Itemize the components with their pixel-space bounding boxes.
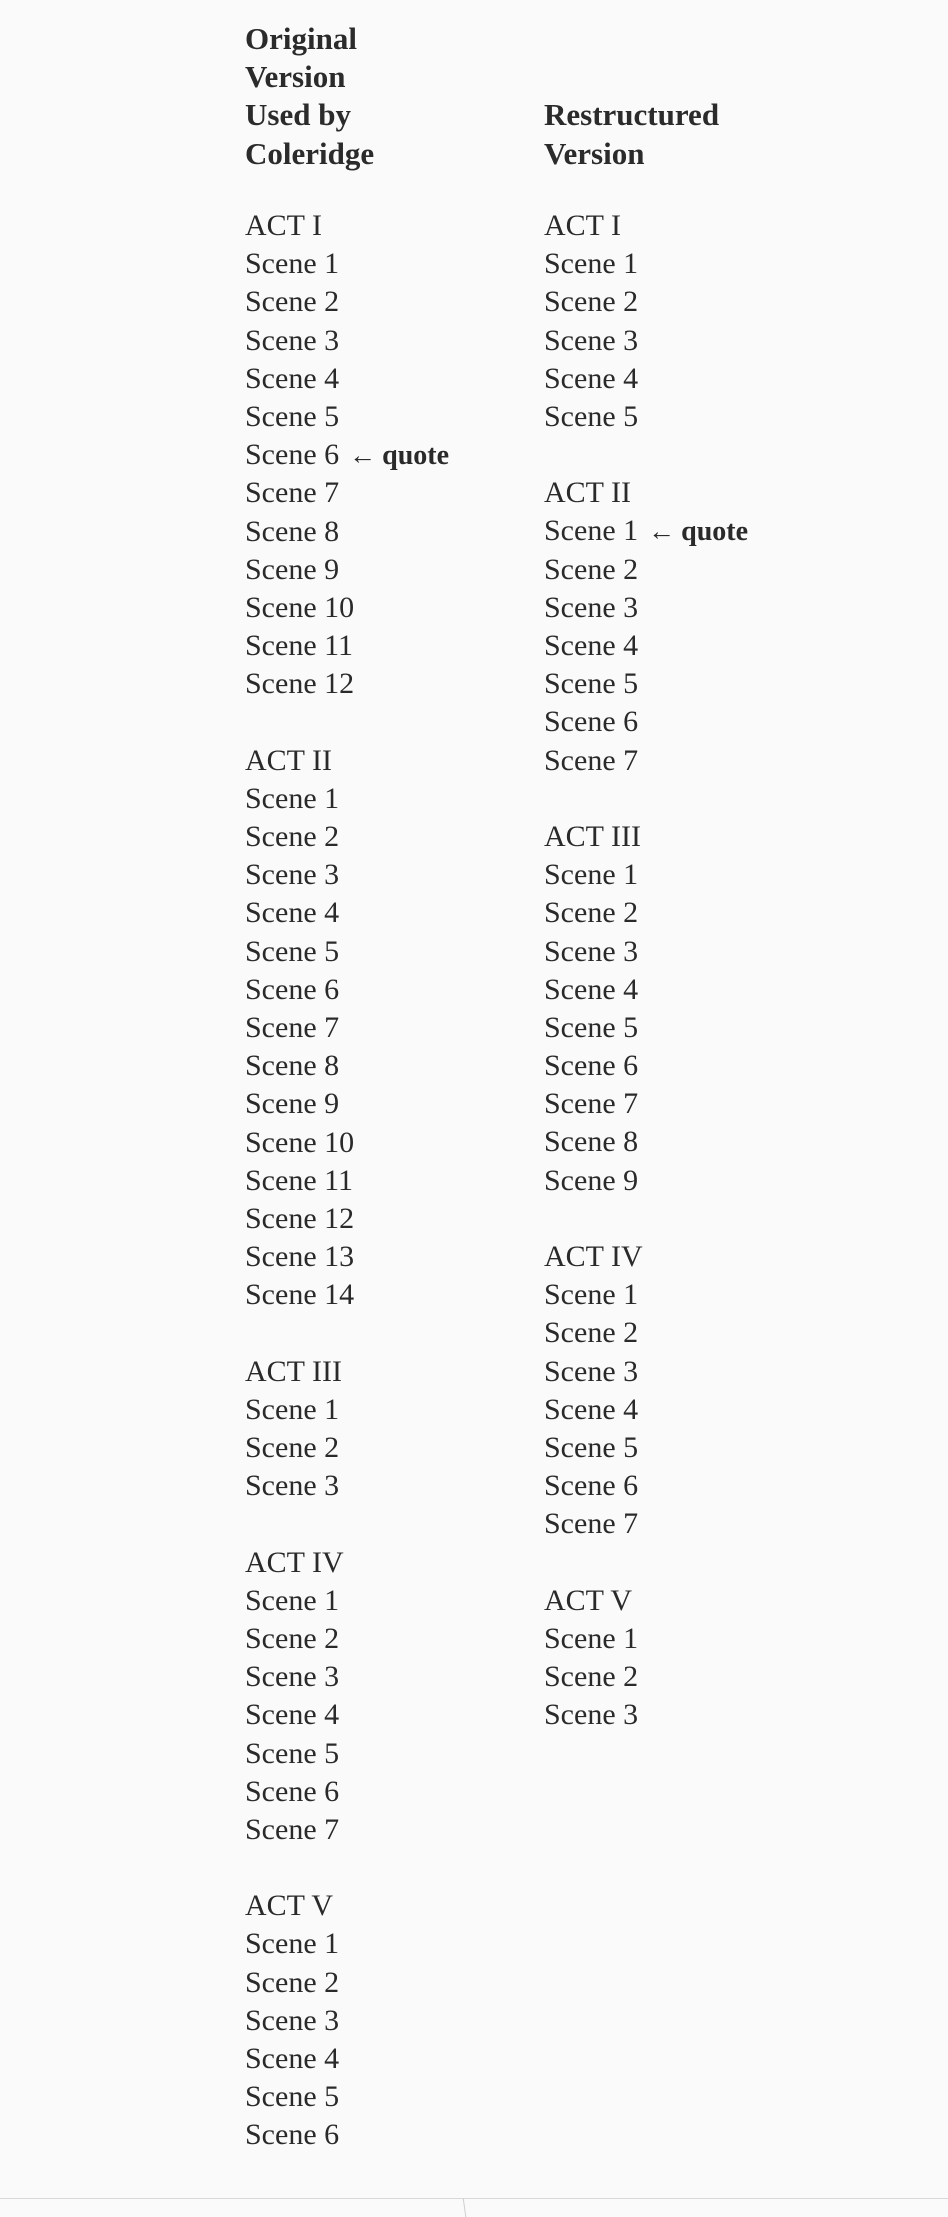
scene-label: Scene 2 bbox=[544, 285, 639, 319]
scene-entry bbox=[245, 2002, 535, 2040]
scene-label: Scene 5 bbox=[245, 2080, 340, 2114]
scene-entry bbox=[245, 1085, 535, 1123]
act-heading bbox=[245, 1353, 535, 1391]
left-arrow-icon: ← bbox=[349, 440, 377, 471]
scene-entry bbox=[544, 1620, 864, 1658]
scene-label: Scene 3 bbox=[544, 1354, 639, 1388]
scene-label: Scene 3 bbox=[245, 1469, 340, 1503]
scene-label: Scene 3 bbox=[544, 590, 639, 624]
scene-entry bbox=[245, 474, 535, 512]
scene-label: Scene 4 bbox=[245, 361, 340, 395]
scene-entry bbox=[544, 1085, 864, 1123]
scene-label: Scene 3 bbox=[245, 323, 340, 357]
scene-entry bbox=[544, 627, 864, 665]
scene-entry bbox=[245, 1964, 535, 2002]
scene-label: Scene 13 bbox=[245, 1240, 355, 1274]
scene-label: Scene 10 bbox=[245, 590, 355, 624]
scene-label: Scene 4 bbox=[544, 361, 639, 395]
scene-entry bbox=[245, 1658, 535, 1696]
scene-label: Scene 1 bbox=[544, 514, 639, 548]
scene-entry bbox=[245, 971, 535, 1009]
scene-label: Scene 4 bbox=[544, 1392, 639, 1426]
scene-label: Scene 2 bbox=[245, 1431, 340, 1464]
scene-label: Scene 5 bbox=[245, 934, 340, 968]
scene-entry bbox=[245, 1467, 535, 1505]
blank-line bbox=[544, 1544, 864, 1582]
page-edge-divider bbox=[0, 2198, 948, 2199]
restructured-version-heading bbox=[544, 20, 864, 173]
scene-entry bbox=[544, 322, 864, 360]
blank-line bbox=[245, 1849, 535, 1887]
scene-entry bbox=[544, 1123, 864, 1161]
scene-entry bbox=[544, 1047, 864, 1085]
scene-label: Scene 6 bbox=[245, 1774, 340, 1808]
scene-label: Scene 2 bbox=[544, 1660, 639, 1694]
scene-entry bbox=[245, 2116, 535, 2154]
scene-label: Scene 11 bbox=[245, 1163, 354, 1197]
scene-label: Scene 2 bbox=[544, 552, 639, 586]
act-label: ACT I bbox=[245, 209, 322, 242]
scene-label: Scene 8 bbox=[544, 1125, 639, 1159]
scene-label: Scene 7 bbox=[544, 1087, 639, 1121]
scene-entry bbox=[544, 245, 864, 283]
scene-entry bbox=[245, 1276, 535, 1314]
act-heading bbox=[544, 474, 864, 512]
scene-label: Scene 6 bbox=[544, 705, 639, 739]
scene-label: Scene 1 bbox=[245, 1392, 340, 1426]
scene-entry bbox=[245, 780, 535, 818]
scene-label: Scene 7 bbox=[544, 743, 639, 777]
scene-entry bbox=[245, 2040, 535, 2078]
scene-entry bbox=[245, 1429, 535, 1467]
left-arrow-icon: ← bbox=[648, 516, 676, 547]
heading-line: Coleridge bbox=[245, 135, 375, 171]
scene-label: Scene 5 bbox=[544, 1010, 639, 1044]
restructured-version-column bbox=[544, 20, 864, 1734]
scene-entry bbox=[544, 1658, 864, 1696]
original-version-outline bbox=[245, 207, 535, 2155]
scene-entry bbox=[544, 398, 864, 436]
act-label: ACT V bbox=[544, 1583, 633, 1617]
scene-label: Scene 9 bbox=[544, 1163, 639, 1197]
scene-label: Scene 7 bbox=[544, 1507, 639, 1541]
scene-entry bbox=[245, 1925, 535, 1963]
scene-label: Scene 5 bbox=[245, 1736, 340, 1770]
act-label: ACT IV bbox=[544, 1240, 643, 1274]
blank-line bbox=[544, 780, 864, 818]
blank-line bbox=[245, 1314, 535, 1352]
act-label: ACT II bbox=[245, 743, 332, 777]
scene-label: Scene 3 bbox=[245, 858, 340, 892]
act-heading bbox=[544, 818, 864, 856]
act-label: ACT III bbox=[544, 819, 641, 853]
scene-entry bbox=[245, 283, 535, 321]
scene-label: Scene 3 bbox=[544, 934, 639, 968]
original-version-column bbox=[245, 20, 535, 2155]
scene-label: Scene 2 bbox=[544, 1316, 639, 1350]
scene-entry bbox=[544, 933, 864, 971]
scene-label: Scene 1 bbox=[544, 1278, 639, 1312]
scene-label: Scene 6 bbox=[544, 1049, 639, 1083]
scene-entry bbox=[245, 1773, 535, 1811]
scene-label: Scene 1 bbox=[245, 781, 340, 815]
scene-label: Scene 10 bbox=[245, 1125, 355, 1159]
scene-label: Scene 2 bbox=[245, 285, 340, 319]
scene-label: Scene 6 bbox=[245, 438, 340, 472]
scene-entry bbox=[544, 1467, 864, 1505]
scene-entry bbox=[544, 1353, 864, 1391]
scene-entry bbox=[245, 2078, 535, 2116]
scene-entry bbox=[245, 1811, 535, 1849]
scene-label: Scene 3 bbox=[544, 1698, 639, 1732]
scene-entry bbox=[245, 589, 535, 627]
scene-label: Scene 4 bbox=[544, 972, 639, 1006]
scene-label: Scene 1 bbox=[544, 858, 639, 892]
scene-label: Scene 9 bbox=[245, 1087, 340, 1121]
scene-label: Scene 4 bbox=[544, 629, 639, 663]
quote-marker: quote bbox=[382, 440, 450, 472]
scene-entry bbox=[245, 894, 535, 932]
scene-label: Scene 1 bbox=[245, 1583, 340, 1617]
blank-line bbox=[544, 1200, 864, 1238]
scene-label: Scene 14 bbox=[245, 1278, 355, 1312]
heading-line: Used by bbox=[245, 97, 351, 133]
scene-label: Scene 3 bbox=[544, 323, 639, 357]
scene-entry bbox=[544, 1391, 864, 1429]
scene-label: Scene 7 bbox=[245, 1010, 340, 1044]
scene-label: Scene 8 bbox=[245, 1049, 340, 1083]
blank-line bbox=[245, 703, 535, 741]
scene-label: Scene 5 bbox=[544, 1430, 639, 1464]
scene-label: Scene 2 bbox=[245, 1965, 340, 1999]
scene-entry bbox=[544, 1505, 864, 1543]
scene-entry bbox=[245, 1047, 535, 1085]
scene-entry bbox=[544, 589, 864, 627]
scene-entry bbox=[245, 1582, 535, 1620]
act-heading bbox=[245, 1887, 535, 1925]
page-edge-mark bbox=[463, 2198, 467, 2217]
blank-line bbox=[544, 436, 864, 474]
scene-label: Scene 1 bbox=[544, 247, 639, 281]
scene-entry bbox=[245, 1238, 535, 1276]
scene-label: Scene 1 bbox=[245, 1927, 340, 1961]
act-heading bbox=[245, 742, 535, 780]
scene-label: Scene 7 bbox=[245, 476, 340, 510]
scene-entry bbox=[544, 856, 864, 894]
scene-label: Scene 2 bbox=[245, 1621, 340, 1655]
scene-entry bbox=[544, 971, 864, 1009]
scene-label: Scene 9 bbox=[245, 552, 340, 586]
act-label: ACT I bbox=[544, 208, 621, 242]
scene-label: Scene 6 bbox=[245, 972, 340, 1006]
scene-label: Scene 4 bbox=[245, 2042, 340, 2075]
scene-entry bbox=[245, 856, 535, 894]
scene-entry bbox=[245, 551, 535, 589]
scene-entry bbox=[245, 360, 535, 398]
scene-entry bbox=[544, 1276, 864, 1314]
original-version-heading bbox=[245, 20, 535, 173]
scene-label: Scene 8 bbox=[245, 514, 340, 548]
scene-entry bbox=[245, 1391, 535, 1429]
scene-entry bbox=[245, 1696, 535, 1734]
scene-entry bbox=[245, 1735, 535, 1773]
restructured-version-outline bbox=[544, 207, 864, 1735]
scene-entry bbox=[245, 436, 535, 474]
scene-label: Scene 2 bbox=[245, 820, 340, 853]
act-heading bbox=[544, 207, 864, 245]
scene-entry bbox=[245, 513, 535, 551]
blank-line bbox=[245, 1505, 535, 1543]
scene-label: Scene 12 bbox=[245, 667, 355, 701]
scene-label: Scene 3 bbox=[245, 2003, 340, 2037]
scene-label: Scene 2 bbox=[544, 896, 639, 930]
scene-label: Scene 5 bbox=[544, 399, 639, 433]
quote-marker: quote bbox=[681, 516, 749, 548]
act-label: ACT IV bbox=[245, 1545, 344, 1579]
scene-label: Scene 3 bbox=[245, 1660, 340, 1694]
scene-entry bbox=[544, 894, 864, 932]
act-heading bbox=[544, 1238, 864, 1276]
scene-entry bbox=[245, 665, 535, 703]
scene-entry bbox=[544, 703, 864, 741]
act-heading bbox=[245, 1544, 535, 1582]
scene-entry bbox=[245, 322, 535, 360]
scene-entry bbox=[245, 245, 535, 283]
scene-label: Scene 4 bbox=[245, 1698, 340, 1732]
act-label: ACT III bbox=[245, 1354, 342, 1388]
scene-entry bbox=[544, 551, 864, 589]
scene-entry bbox=[544, 283, 864, 321]
scene-label: Scene 7 bbox=[245, 1812, 340, 1846]
scene-label: Scene 5 bbox=[245, 399, 340, 433]
scene-entry bbox=[544, 1009, 864, 1047]
heading-line: Version bbox=[544, 135, 645, 171]
heading-line: Original bbox=[245, 21, 357, 56]
scene-label: Scene 5 bbox=[544, 667, 639, 701]
act-label: ACT V bbox=[245, 1889, 334, 1923]
scene-label: Scene 1 bbox=[245, 247, 340, 281]
heading-line: Restructured bbox=[544, 97, 720, 133]
scene-label: Scene 4 bbox=[245, 896, 340, 930]
scene-label: Scene 6 bbox=[245, 2118, 340, 2152]
scene-entry bbox=[544, 1696, 864, 1734]
scene-entry bbox=[245, 1009, 535, 1047]
act-heading bbox=[245, 207, 535, 245]
scene-entry bbox=[544, 742, 864, 780]
scene-entry bbox=[245, 398, 535, 436]
scene-entry bbox=[245, 627, 535, 665]
scene-label: Scene 1 bbox=[544, 1621, 639, 1655]
scene-entry bbox=[544, 512, 864, 550]
scene-entry bbox=[544, 1429, 864, 1467]
scene-entry bbox=[544, 360, 864, 398]
scene-entry bbox=[245, 1162, 535, 1200]
scene-entry bbox=[544, 1314, 864, 1352]
scene-entry bbox=[245, 1200, 535, 1238]
scene-entry bbox=[544, 665, 864, 703]
scene-entry bbox=[245, 1620, 535, 1658]
scene-label: Scene 11 bbox=[245, 629, 354, 663]
act-heading bbox=[544, 1582, 864, 1620]
heading-line: Version bbox=[245, 59, 346, 95]
scene-entry bbox=[544, 1162, 864, 1200]
scene-entry bbox=[245, 933, 535, 971]
scene-label: Scene 6 bbox=[544, 1469, 639, 1503]
scene-label: Scene 12 bbox=[245, 1201, 355, 1235]
scene-entry bbox=[245, 1124, 535, 1162]
scene-entry bbox=[245, 818, 535, 856]
act-label: ACT II bbox=[544, 476, 631, 510]
